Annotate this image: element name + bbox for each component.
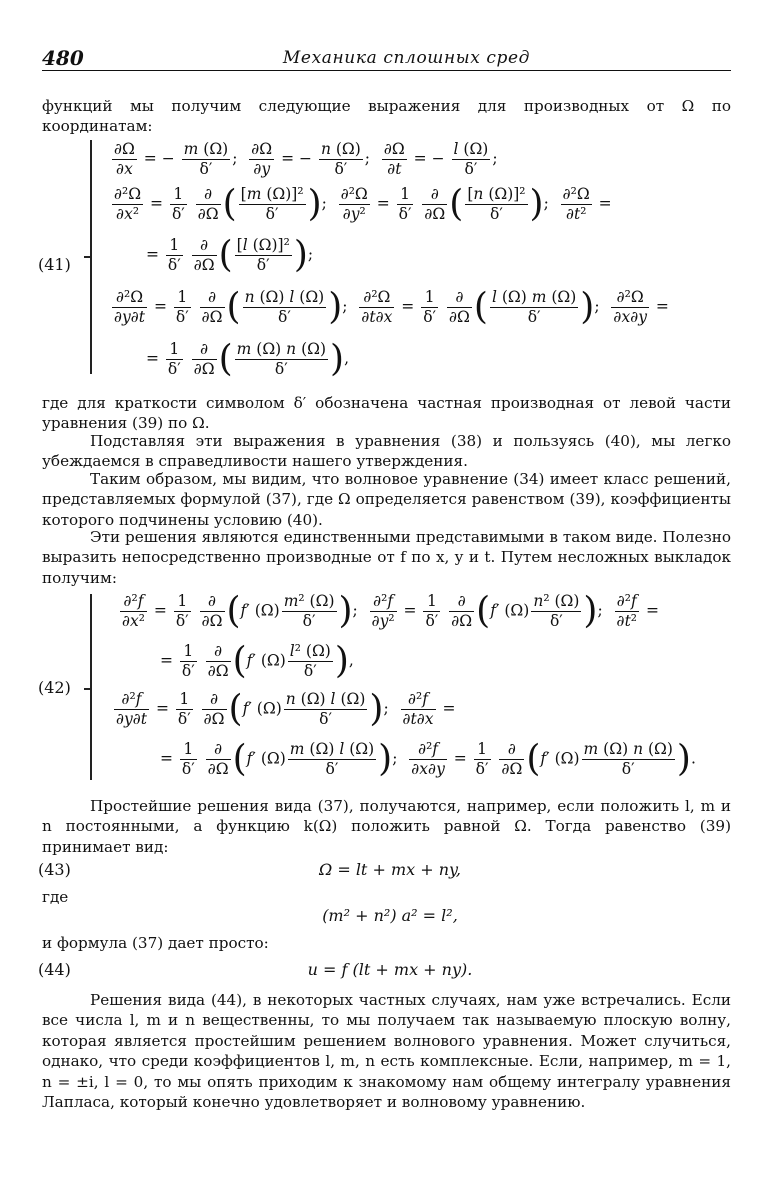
system-brace-42	[90, 594, 92, 780]
formula-42-row2: = $\frac{1}{\delta'}$ $\frac{\partial}{\partial\Omega}$ (f′ (Ω) $\frac{\text{l² (Ω)}}{\delta'}$ ),	[160, 640, 354, 682]
formula-41-row3: = $\frac{1}{\delta'}$ $\frac{\partial}{\partial\Omega}$ ( $\frac{\text{[l (Ω)]²}}{\delta'}$ );	[146, 234, 314, 276]
paragraph-formula-gives: и формула (37) дает просто:	[42, 934, 269, 952]
formula-42-row3: $\frac{\text{∂²f}}{\partial y\partial t}$ = $\frac{1}{\delta'}$ $\frac{\partial}{\partial\Omega}$ (f′ (Ω) $\frac{n (\Omega) l (\Omega)}{\delta'}$ ); $\frac{\text{∂²f}}{\partial t\partial x}$ =	[116, 688, 456, 730]
paragraph-where: где	[42, 888, 69, 906]
paragraph-intro: функций мы получим следующие выражения для производных от Ω по координатам:	[42, 97, 731, 136]
formula-42-row4: = $\frac{1}{\delta'}$ $\frac{\partial}{\partial\Omega}$ (f′ (Ω) $\frac{m (\Omega) l (\Omega)}{\delta'}$ ); $\frac{\text{∂²f}}{\partial x\partial y}$ = $\frac{1}{\delta'}$ $\frac{\partial}{\partial\Omega}$ (f′ (Ω) $\frac{m (\Omega) n (\Omega)}{\delta'}$ ).	[160, 738, 696, 780]
formula-41-row4: $\frac{\text{∂²Ω}}{\partial y\partial t}$ = $\frac{1}{\delta'}$ $\frac{\partial}{\partial\Omega}$ ( $\frac{n (\Omega) l (\Omega)}{\delta'}$ ); $\frac{\text{∂²Ω}}{\partial t\partial x}$ = $\frac{1}{\delta'}$ $\frac{\partial}{\partial\Omega}$ ( $\frac{l (\Omega) m (\Omega)}{\delta'}$ ); $\frac{\text{∂²Ω}}{\partial x\partial y}$ =	[114, 286, 669, 328]
equation-number-42: (42)	[38, 678, 71, 697]
formula-42-row1: $\frac{\text{∂²f}}{\text{∂x²}}$ = $\frac{1}{\delta'}$ $\frac{\partial}{\partial\Omega}$ (f′ (Ω) $\frac{\text{m² (Ω)}}{\delta'}$ ); $\frac{\text{∂²f}}{\text{∂y²}}$ = $\frac{1}{\delta'}$ $\frac{\partial}{\partial\Omega}$ (f′ (Ω) $\frac{\text{n² (Ω)}}{\delta'}$ ); $\frac{\text{∂²f}}{\text{∂t²}}$ =	[122, 590, 659, 632]
paragraph-substitution: Подставляя эти выражения в уравнения (38) и пользуясь (40), мы легко убеждаемся в справедливости нашего утверждения.	[42, 432, 731, 471]
brace-tip-41	[84, 256, 91, 258]
equation-number-44: (44)	[38, 960, 71, 979]
formula-41-row1: $\frac{\partial\Omega}{\partial x}$ = − $\frac{m (\Omega)}{\delta'}$ ; $\frac{\partial\Omega}{\partial y}$ = − $\frac{n (\Omega)}{\delta'}$ ; $\frac{\partial\Omega}{\partial t}$ = − $\frac{l (\Omega)}{\delta'}$ ;	[114, 140, 498, 178]
formula-41-row2: $\frac{\text{∂²Ω}}{\text{∂x²}}$ = $\frac{1}{\delta'}$ $\frac{\partial}{\partial\Omega}$ ( $\frac{\text{[m (Ω)]²}}{\delta'}$ ); $\frac{\text{∂²Ω}}{\text{∂y²}}$ = $\frac{1}{\delta'}$ $\frac{\partial}{\partial\Omega}$ ( $\frac{\text{[n (Ω)]²}}{\delta'}$ ); $\frac{\text{∂²Ω}}{\text{∂t²}}$ =	[114, 183, 612, 225]
formula-44: u = f (lt + mx + ny).	[307, 960, 473, 979]
equation-number-41: (41)	[38, 255, 71, 274]
paragraph-plane-wave: Решения вида (44), в некоторых частных случаях, нам уже встречались. Если все числа l, m и n вещественны, то мы получаем так называемую плоскую волну, которая является простейшим решением волнового уравнения. Может случиться, однако, что среди коэффициентов l, m, n есть комплексные. Если, например, m = 1, n = ±i, l = 0, то мы опять приходим к знакомому нам общему интегралу уравнения Лапласа, который конечно удовлетворяет и волновому уравнению.	[42, 991, 731, 1112]
running-title: Механика сплошных сред	[282, 48, 531, 68]
paragraph-unique-solutions: Эти решения являются единственными представимыми в таком виде. Полезно выразить непосредственно производные от f по x, y и t. Путем несложных выкладок получим:	[42, 528, 731, 587]
paragraph-simplest-solutions: Простейшие решения вида (37), получаются, например, если положить l, m и n постоянными, а функцию k(Ω) положить равной Ω. Тогда равенство (39) принимает вид:	[42, 797, 731, 856]
formula-43: Ω = lt + mx + ny,	[318, 860, 462, 879]
formula-43-condition: (m² + n²) a² = l²,	[322, 906, 458, 925]
paragraph-class-of-solutions: Таким образом, мы видим, что волновое уравнение (34) имеет класс решений, представляемых формулой (37), где Ω определяется равенством (39), коэффициенты которого подчинены условию (40).	[42, 470, 731, 529]
running-header	[42, 40, 731, 71]
paragraph-delta-definition: где для краткости символом δ′ обозначена частная производная от левой части уравнения (39) по Ω.	[42, 394, 731, 433]
equation-number-43: (43)	[38, 860, 71, 879]
page-number: 480	[42, 46, 84, 70]
brace-tip-42	[84, 688, 91, 690]
formula-41-row5: = $\frac{1}{\delta'}$ $\frac{\partial}{\partial\Omega}$ ( $\frac{m (\Omega) n (\Omega)}{\delta'}$ ),	[146, 338, 349, 380]
